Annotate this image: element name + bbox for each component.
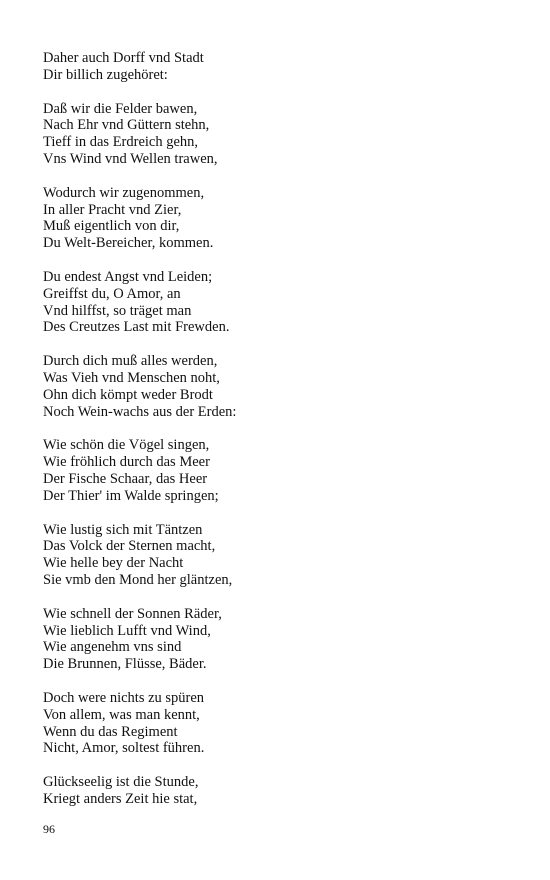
stanza-9 [43,690,503,757]
verse-line: Von allem, was man kennt, [43,706,200,723]
verse-line: Die Brunnen, Flüsse, Bäder. [43,656,207,673]
verse-line: Muß eigentlich von dir, [43,218,180,235]
stanza-7 [43,522,503,589]
verse-line: Vns Wind vnd Wellen trawen, [43,150,218,167]
verse-line: Wenn du das Regiment [43,723,178,740]
verse-line: Der Thier' im Walde springen; [43,487,219,504]
verse-line: Kriegt anders Zeit hie stat, [43,790,198,807]
verse-line: Wie angenehm vns sind [43,639,182,656]
verse-line: Wie schnell der Sonnen Räder, [43,605,222,622]
stanza-3 [43,185,503,252]
stanza-10 [43,774,503,808]
verse-line: Ohn dich kömpt weder Brodt [43,386,213,403]
verse-line: Das Volck der Sternen macht, [43,538,216,555]
stanza-4 [43,269,503,336]
verse-line: Wie schön die Vögel singen, [43,437,210,454]
verse-line: Was Vieh vnd Menschen noht, [43,369,220,386]
verse-line: Wie fröhlich durch das Meer [43,454,210,471]
verse-line: Daher auch Dorff vnd Stadt [43,50,204,66]
verse-line: Vnd hilffst, so träget man [43,302,192,319]
verse-line: Nach Ehr vnd Güttern stehn, [43,117,210,134]
verse-line: Wie lieblich Lufft vnd Wind, [43,622,211,639]
verse-line: Du endest Angst vnd Leiden; [43,268,213,285]
stanza-6 [43,437,503,504]
verse-line: Noch Wein-wachs aus der Erden: [43,403,237,420]
verse-line: Sie vmb den Mond her gläntzen, [43,571,233,588]
verse-line: Tieff in das Erdreich gehn, [43,134,199,151]
verse-line: Des Creutzes Last mit Frewden. [43,319,230,336]
verse-line: Nicht, Amor, soltest führen. [43,740,205,757]
verse-line: Doch were nichts zu spüren [43,689,205,706]
verse-line: Wodurch wir zugenommen, [43,184,205,201]
verse-line: Der Fische Schaar, das Heer [43,470,208,487]
verse-line: Glückseelig ist die Stunde, [43,774,199,791]
stanza-8 [43,606,503,673]
stanza-2 [43,101,503,168]
verse-line: Greiffst du, O Amor, an [43,285,181,302]
verse-line: Durch dich muß alles werden, [43,353,218,370]
verse-line: In aller Pracht vnd Zier, [43,201,182,218]
verse-line: Wie helle bey der Nacht [43,555,184,572]
poem-text [43,50,503,825]
stanza-1 [43,50,503,84]
verse-line: Daß wir die Felder bawen, [43,100,198,117]
verse-line: Wie lustig sich mit Täntzen [43,521,203,538]
verse-line: Dir billich zugehöret: [43,66,168,83]
verse-line: Du Welt-Bereicher, kommen. [43,235,214,252]
stanza-5 [43,353,503,420]
page-number: 96 [43,822,55,836]
